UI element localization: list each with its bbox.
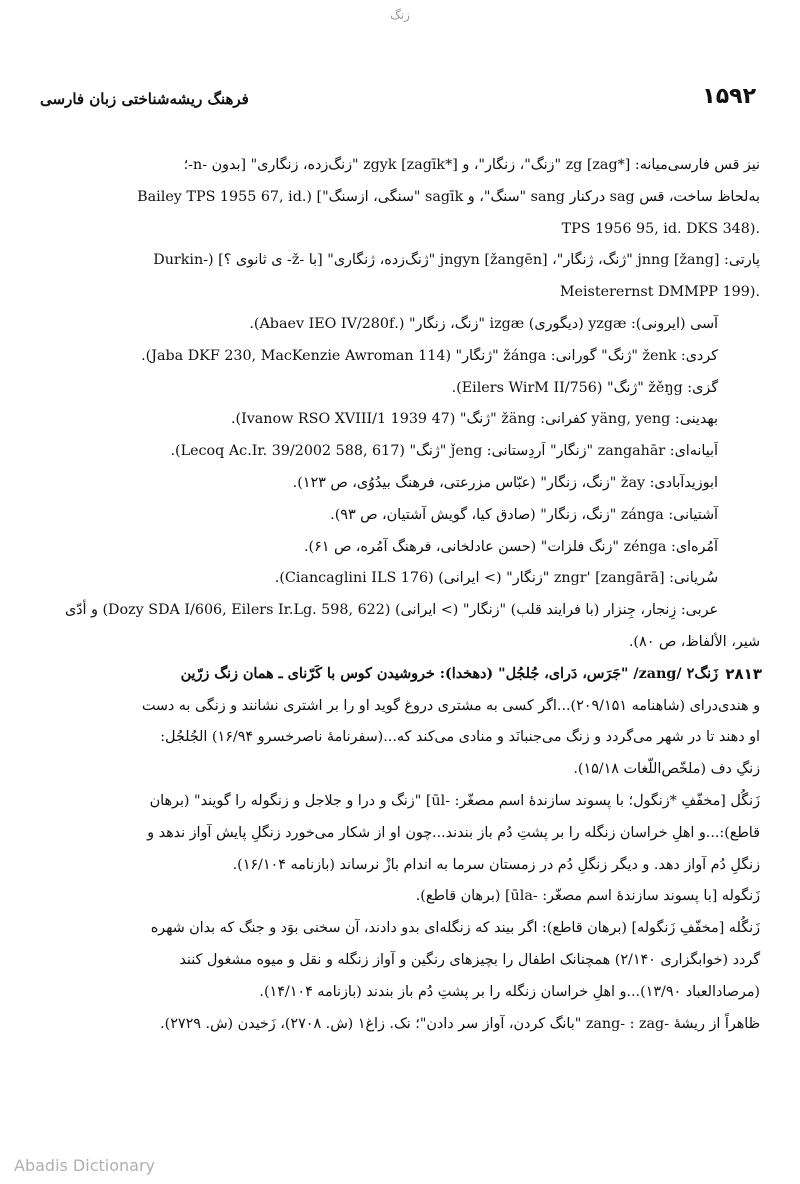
running-title: فرهنگ ریشه‌شناختی زبان فارسی	[40, 90, 249, 108]
subentry-line: زَنگوله [با پسوند سازندهٔ اسم مصغّر: -ūla] (برهان قاطع).	[415, 888, 760, 905]
text-line: اَبیانه‌ای: zangahār "زنگار" اَردِستانی: ǰeng "ژنگ" (Lecoq Ac.Ir. 39/2002 588, 617).	[170, 443, 718, 460]
text-line: بهدینی: yäng, yeng کفرانی: žäng "ژنگ" (Ivanow RSO XVIII/1 1939 47).	[230, 411, 718, 428]
text-line: عربی: زِنجار، جِنزار (با فرایند قلب) "زنگار" (> ایرانی) (Dozy SDA I/606, Eilers Ir.Lg. 598, 622) و أدّی	[64, 602, 718, 619]
subentry-line: گردد (خوابگزاری ۲/۱۴۰) همچنانک اطفال را بچیزهای رنگین و آواز زنگله و نقل و میوه مشغول کنند	[179, 951, 760, 968]
text-line: پارتی: jnng [žang] "ژنگ، ژنگار"، jngyn [žangēn] "ژنگ‌زده، ژنگاری" [با -ž- ی ثانوی ؟] (-Durkin	[153, 252, 760, 269]
entry-number: ۲۸۱۳	[725, 664, 762, 683]
text-line: آمُره‌ای: zénga "زنگ فلزات" (حسن عادلخانی، فرهنگ آمُره، ص ۶۱).	[303, 538, 718, 555]
text-line: سُریانی: zngr' [zangārā] "زنگار" (> ایرانی) (Ciancaglini ILS 176).	[274, 570, 718, 587]
subentry-line: (مرصادالعباد ۱۳/۹۰)...و اهلِ خراسان زنگله را بر پشتِ دُم باز بندند (بازنامه ۱۴/۱۰۴).	[259, 983, 760, 1000]
page-content	[34, 150, 760, 1040]
page-number: ۱۵۹۲	[702, 84, 756, 109]
entry-line: زَنگ۲ /zang/ "جَرَس، دَرای، جُلجُل" (دهخدا): خروشیدن کوس با کَرّنای ـ همان زنگ زرّین	[180, 665, 718, 682]
text-line: گزی: žěŋg "ژنگ" (Eilers WirM II/756).	[451, 379, 718, 396]
entry-line: او دهند تا در شهر می‌گردد و زنگ می‌جنبانَد و منادی می‌کند که...(سفرنامهٔ ناصرخسرو ۱۶/۹۴) الجُلجُل:	[160, 729, 760, 746]
text-line: .(Meisterernst DMMPP 199	[559, 284, 760, 301]
subentry-line: قاطع):...و اهلِ خراسان زنگله را بر پشتِ دُم باز بندند...چون او از شکار می‌خورد زنگلِ پایش آواز ندهد و	[147, 824, 760, 841]
text-line: شیر، الألفاظ، ص ۸۰).	[628, 633, 760, 650]
page-header	[40, 84, 756, 114]
text-line: کردی: ženk "ژنگ" گورانی: žánga "ژنگار" (Jaba DKF 230, MacKenzie Awroman 114).	[141, 347, 718, 364]
text-line: به‌لحاظ ساخت، قس sag درکنار sang "سنگ"، و sagīk "سنگی، ازسنگ"] (.Bailey TPS 1955 67, id	[137, 188, 760, 205]
subentry-line: زَنگُله [مخفّفِ زَنگوله] (برهان قاطع): اگر بیند که زنگله‌ای بدو دادند، آن سخنی بوَد و جنگ که بدان شهره	[150, 920, 760, 937]
subentry-line: زَنگُل [مخفّفِ *زنگول؛ با پسوند سازندهٔ اسم مصغّر: -ūl] "زنگ و درا و جلاجل و زنگوله را گویند" (برهان	[149, 792, 760, 809]
text-line: ابوزیدآبادی: žay "زنگ، زنگار" (عبّاس مزرعتی، فرهنگ بیدُوُی، ص ۱۲۳).	[292, 474, 718, 491]
subentry-line: زنگلِ دُم آواز دهد. و دیگر زنگلِ دُم در زمستان سرما به اندام بازْ نرساند (بازنامه ۱۶/۱۰۴).	[232, 856, 760, 873]
entry-line: زنگِ دف (ملخّص‌اللّغات ۱۵/۱۸).	[573, 761, 760, 778]
text-line: .(TPS 1956 95, id. DKS 348	[561, 220, 760, 237]
entry-line: و هندی‌درای (شاهنامه ۲۰۹/۱۵۱)...اگر کسی به مشتری دروغ گوید او را بر اشتری نشانند و زنگی به دست	[141, 697, 760, 714]
text-line: نیز قس فارسی‌میانه: zg [zag*] "زنگ"، زنگار"، و zgyk [zagīk*] "زنگ‌زده، زنگاری" [بدون -n-؛	[183, 157, 760, 173]
top-word: زنگ	[390, 8, 410, 22]
dictionary-entry	[34, 659, 760, 786]
subentry-line: ظاهراً از ریشهٔ -zang- : zag "بانگ کردن، آواز سر دادن"؛ نک. زاغ۱ (ش. ۲۷۰۸)، زَخیدن (ش. ۲۷۲۹).	[160, 1015, 760, 1032]
text-line: آشتیانی: zánga "زنگ، زنگار" (صادق کیا، گویش آشتیان، ص ۹۳).	[330, 506, 718, 523]
text-line: آسی (ایرونی): yzgæ (دیگوری) izgæ "زنگ، زنگار" (.Abaev IEO IV/280f).	[249, 315, 718, 332]
watermark: Abadis Dictionary	[14, 1156, 155, 1175]
